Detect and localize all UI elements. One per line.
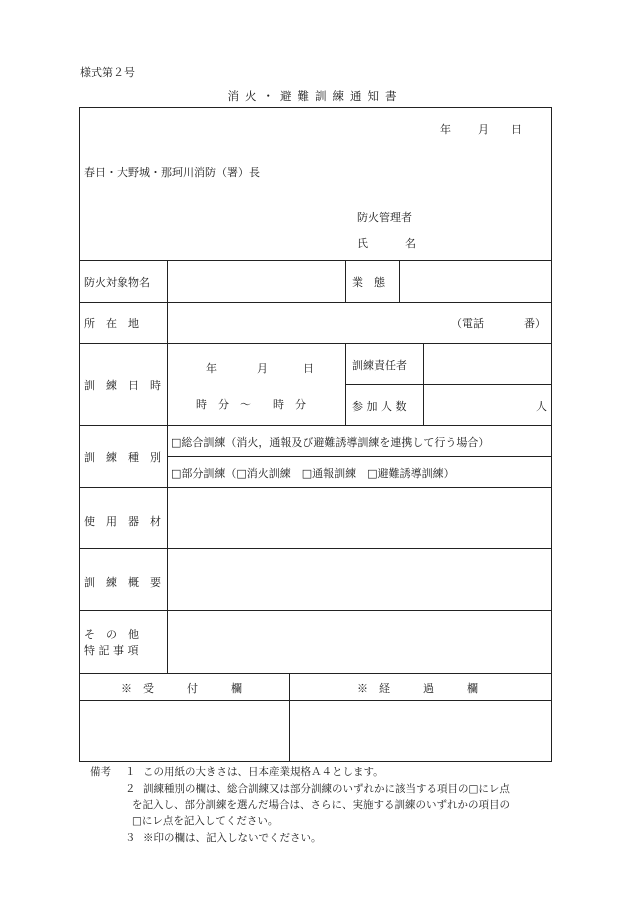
rule-business-right: [399, 260, 400, 302]
remark-2-line2: を記入し、部分訓練を選んだ場合は、さらに、実施する訓練のいずれかの項目の: [132, 799, 510, 811]
form-number: 様式第２号: [80, 66, 135, 79]
name-label-first: 氏: [357, 237, 368, 250]
reception-label: ※ 受 付 欄: [121, 682, 242, 695]
date-year-label: 年: [440, 123, 451, 136]
rule-other-bottom: [79, 673, 552, 674]
rule-datetime-bottom: [79, 425, 552, 426]
rule-leader-bottom: [345, 384, 552, 385]
remark-1-number: １: [125, 766, 136, 778]
rule-leader-value: [423, 343, 424, 425]
rule-datetime-split: [345, 343, 346, 425]
phone-suffix: 番）: [524, 317, 546, 330]
remark-2-line1: 訓練種別の欄は、総合訓練又は部分訓練のいずれかに該当する項目の□にレ点: [143, 783, 510, 795]
training-leader-label: 訓練責任者: [352, 359, 407, 372]
remarks-heading: 備考: [90, 766, 111, 778]
other-label-line2: 特 記 事 項: [84, 644, 139, 657]
date-month-label: 月: [478, 123, 489, 136]
partial-training-option[interactable]: □部分訓練（□消火訓練 □通報訓練 □避難誘導訓練）: [171, 467, 455, 480]
fire-manager-label: 防火管理者: [357, 211, 412, 224]
remark-3-number: ３: [125, 832, 136, 844]
remark-1: この用紙の大きさは、日本産業規格Ａ４とします。: [143, 766, 384, 778]
addressee: 春日・大野城・那珂川消防（署）長: [84, 166, 260, 179]
participants-unit: 人: [536, 400, 547, 413]
remark-2-number: ２: [125, 783, 136, 795]
form-title: 消火・避難訓練通知書: [227, 89, 403, 103]
participants-label: 参 加 人 数: [352, 400, 407, 413]
training-date-year: 年: [206, 362, 217, 375]
training-datetime-label: 訓 練 日 時: [84, 379, 161, 392]
business-type-label: 業 態: [352, 276, 385, 289]
rule-header-bottom: [79, 260, 552, 261]
rule-business-left: [345, 260, 346, 302]
training-time-row: 時 分 ～ 時 分: [196, 398, 306, 411]
rule-equipment-bottom: [79, 548, 552, 549]
rule-office-split: [289, 673, 290, 762]
training-date-day: 日: [303, 362, 314, 375]
rule-property-bottom: [79, 302, 552, 303]
date-day-label: 日: [511, 123, 522, 136]
other-label-line1: そ の 他: [84, 628, 139, 641]
rule-type-middle: [167, 456, 552, 457]
equipment-label: 使 用 器 材: [84, 515, 161, 528]
rule-summary-bottom: [79, 610, 552, 611]
rule-type-bottom: [79, 487, 552, 488]
comprehensive-training-option[interactable]: □総合訓練（消火，通報及び避難誘導訓練を連携して行う場合）: [171, 436, 490, 449]
remark-3: ※印の欄は、記入しないでください。: [143, 832, 322, 844]
training-date-month: 月: [257, 362, 268, 375]
rule-label-column: [167, 260, 168, 673]
training-type-label: 訓 練 種 別: [84, 451, 161, 464]
rule-office-header-bottom: [79, 700, 552, 701]
phone-label: （電話: [451, 317, 484, 330]
address-label: 所 在 地: [84, 317, 139, 330]
rule-address-bottom: [79, 343, 552, 344]
progress-label: ※ 経 過 欄: [357, 682, 478, 695]
name-label-second: 名: [405, 237, 416, 250]
training-summary-label: 訓 練 概 要: [84, 576, 161, 589]
property-name-label: 防火対象物名: [84, 276, 150, 289]
remark-2-line3: □にレ点を記入してください。: [132, 815, 279, 827]
